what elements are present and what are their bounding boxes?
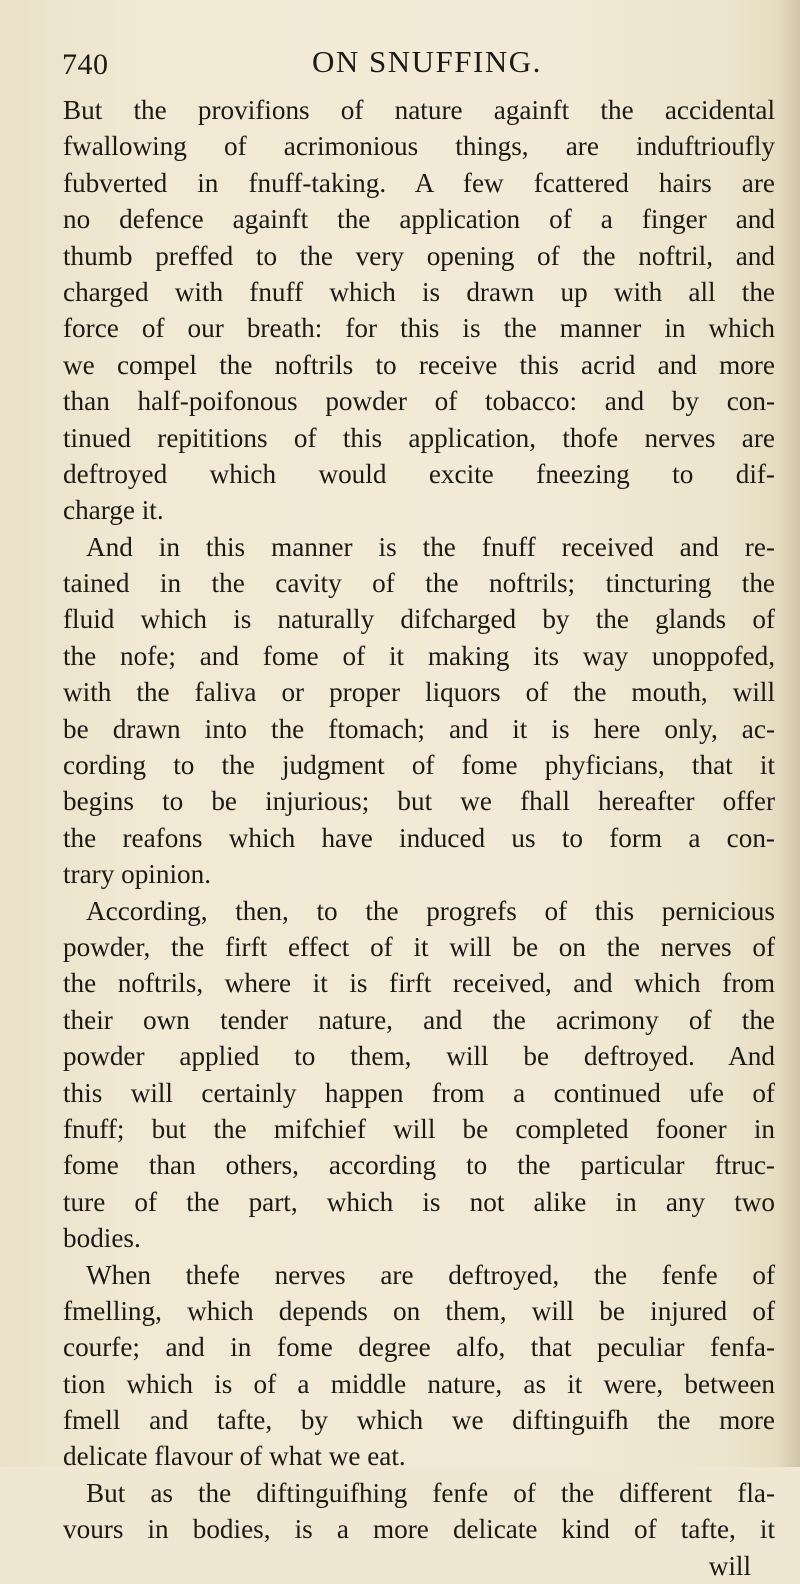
text-line: than half-poifonous powder of tobacco: and by con- [63,386,775,417]
text-line: fome than others, according to the particular ftruc- [63,1150,775,1181]
running-title: ON SNUFFING. [312,44,542,79]
catchword: will [708,1550,751,1581]
text-line: begins to be injurious; but we fhall hereafter offer [63,786,775,817]
text-line: But as the diftinguifhing fenfe of the different fla- [86,1477,775,1508]
text-line: trary opinion. [63,859,211,890]
text-line: According, then, to the progrefs of this pernicious [86,895,775,926]
text-line: the reafons which have induced us to form a con- [63,822,775,853]
running-head [62,44,762,88]
text-line: we compel the noftrils to receive this acrid and more [63,349,775,380]
text-line: powder applied to them, will be deftroyed. And [63,1041,775,1072]
page-edge-shadow [778,0,800,1467]
text-line: fluid which is naturally difcharged by the glands of [63,604,775,635]
text-line: And in this manner is the fnuff received and re- [86,531,775,562]
text-line: delicate flavour of what we eat. [63,1441,406,1472]
page-number: 740 [62,48,109,81]
text-line: But the provifions of nature againft the accidental [63,95,775,125]
text-line: When thefe nerves are deftroyed, the fenfe of [86,1259,775,1290]
text-line: fmelling, which depends on them, will be injured of [63,1295,775,1326]
text-line: vours in bodies, is a more delicate kind of tafte, it [63,1514,775,1545]
text-line: fnuff; but the mifchief will be completed fooner in [63,1113,775,1144]
text-line: fmell and tafte, by which we diftinguifh the more [63,1405,775,1436]
text-line: with the faliva or proper liquors of the mouth, will [63,677,775,708]
text-line: fwallowing of acrimonious things, are induftrioufly [63,131,775,162]
text-line: charge it. [63,495,164,526]
text-line: this will certainly happen from a continued ufe of [63,1077,775,1108]
text-line: fubverted in fnuff-taking. A few fcattered hairs are [63,167,775,198]
text-line: deftroyed which would excite fneezing to dif- [63,458,775,489]
text-line: tained in the cavity of the noftrils; tincturing the [63,568,775,599]
text-line: the nofe; and fome of it making its way unoppofed, [63,640,775,671]
text-line: tinued repititions of this application, thofe nerves are [63,422,775,453]
text-line: powder, the firft effect of it will be on the nerves of [63,931,775,962]
text-line: thumb preffed to the very opening of the noftril, and [63,240,775,271]
text-line: no defence againft the application of a finger and [63,204,775,235]
text-line: the noftrils, where it is firft received, and which from [63,968,775,999]
text-line: be drawn into the ftomach; and it is here only, ac- [63,713,775,744]
text-line: force of our breath: for this is the manner in which [63,313,775,344]
text-line: courfe; and in fome degree alfo, that peculiar fenfa- [63,1332,775,1363]
text-line: cording to the judgment of fome phyficians, that it [63,750,775,781]
body-text [63,92,775,1584]
text-line: tion which is of a middle nature, as it were, between [63,1368,775,1399]
text-line: their own tender nature, and the acrimony of the [63,1004,775,1035]
text-line: bodies. [63,1223,141,1254]
text-line: ture of the part, which is not alike in any two [63,1186,775,1217]
text-line: charged with fnuff which is drawn up with all the [63,276,775,307]
